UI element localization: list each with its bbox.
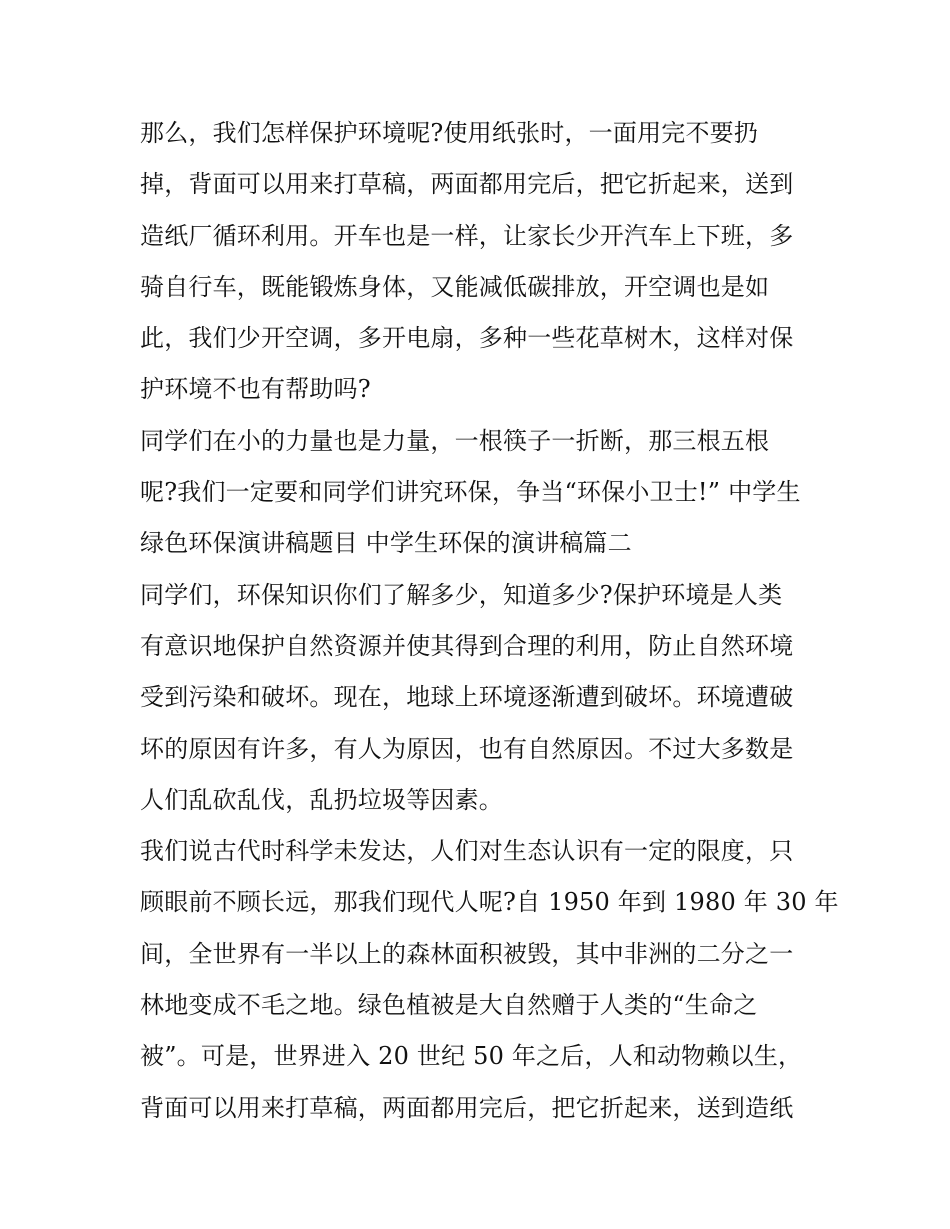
- text-line: 护环境不也有帮助吗?: [140, 375, 371, 404]
- text-line: 背面可以用来打草稿，两面都用完后，把它折起来，送到造纸: [140, 1093, 794, 1122]
- text-line: 造纸厂循环利用。开车也是一样，让家长少开汽车上下班，多: [140, 221, 794, 250]
- text-line: 被”。可是，世界进入 20 世纪 50 年之后，人和动物赖以生，: [140, 1042, 803, 1071]
- text-line: 那么，我们怎样保护环境呢?使用纸张时，一面用完不要扔: [140, 119, 759, 147]
- text-line: 林地变成不毛之地。绿色植被是大自然赠于人类的“生命之: [140, 991, 758, 1020]
- text-line: 间，全世界有一半以上的森林面积被毁，其中非洲的二分之一: [140, 939, 794, 968]
- text-line: 呢?我们一定要和同学们讲究环保，争当“环保小卫士!” 中学生: [140, 478, 801, 507]
- text-line: 此，我们少开空调，多开电扇，多种一些花草树木，这样对保: [140, 324, 794, 353]
- text-line: 掉，背面可以用来打草稿，两面都用完后，把它折起来，送到: [140, 170, 794, 199]
- text-line: 有意识地保护自然资源并使其得到合理的利用，防止自然环境: [140, 631, 794, 660]
- text-line: 我们说古代时科学未发达，人们对生态认识有一定的限度，只: [140, 837, 794, 866]
- text-line: 同学们，环保知识你们了解多少，知道多少?保护环境是人类: [140, 580, 783, 609]
- text-line: 绿色环保演讲稿题目 中学生环保的演讲稿篇二: [140, 529, 632, 558]
- text-line: 顾眼前不顾长远，那我们现代人呢?自 1950 年到 1980 年 30 年: [140, 888, 839, 917]
- text-line: 同学们在小的力量也是力量，一根筷子一折断，那三根五根: [140, 426, 770, 455]
- text-line: 受到污染和破坏。现在，地球上环境逐渐遭到破坏。环境遭破: [140, 683, 794, 712]
- text-line: 坏的原因有许多，有人为原因，也有自然原因。不过大多数是: [140, 734, 794, 763]
- text-line: 人们乱砍乱伐，乱扔垃圾等因素。: [140, 785, 503, 814]
- document-body: [140, 108, 839, 1134]
- text-line: 骑自行车，既能锻炼身体，又能减低碳排放，开空调也是如: [140, 272, 770, 301]
